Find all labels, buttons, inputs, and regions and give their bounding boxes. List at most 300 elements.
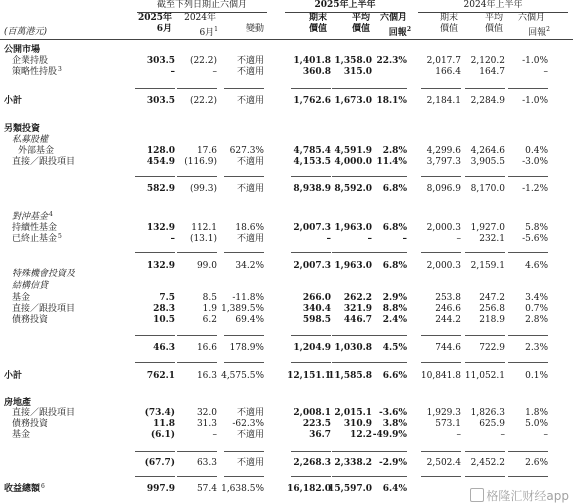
cell-col-4: 1,401.8 (293, 56, 331, 66)
cell-col-5: 1,358.0 (334, 56, 372, 66)
cell-col-1: 128.0 (146, 146, 175, 156)
cell-col-6: 2.4% (382, 315, 407, 325)
cell-col-1: 454.9 (146, 157, 175, 167)
row-label: 另類投資 (4, 124, 41, 134)
row-label: 直接／跟投項目 (12, 157, 76, 167)
subtotal-rule (291, 252, 331, 253)
app-logo-icon (470, 488, 484, 502)
subtotal-rule (367, 451, 407, 452)
cell-col-7: 573.1 (435, 419, 461, 429)
cell-col-7: 244.2 (435, 315, 461, 325)
cell-col-8: 3,905.5 (470, 157, 505, 167)
cell-col-8: 4,264.6 (470, 146, 505, 156)
subtotal-rule (508, 88, 548, 89)
cell-col-2: (116.9) (184, 157, 217, 167)
subtotal-rule (465, 88, 505, 89)
cell-col-6: 11.4% (376, 157, 407, 167)
unit-label: (百萬港元) (4, 27, 48, 37)
cell-col-7: 8,096.9 (426, 184, 461, 194)
cell-col-3: 69.4% (235, 315, 264, 325)
row-label: 小計 (4, 96, 23, 106)
cell-col-2: (22.2) (189, 56, 217, 66)
cell-col-5: – (367, 234, 372, 244)
cell-col-5: 310.9 (343, 419, 372, 429)
cell-col-8: 11,052.1 (464, 371, 505, 381)
table-row (0, 458, 573, 469)
cell-col-7: 246.6 (435, 304, 461, 314)
row-label: 特殊機會投資及 (12, 269, 76, 279)
cell-col-8: 2,284.9 (470, 96, 505, 106)
cell-col-9: 5.0% (525, 419, 548, 429)
subtotal-rule (332, 362, 372, 363)
cell-col-7: 4,299.6 (426, 146, 461, 156)
cell-col-1: (6.1) (150, 430, 175, 440)
cell-col-9: -5.6% (522, 234, 548, 244)
cell-col-6: 6.8% (382, 223, 407, 233)
cell-col-2: – (212, 430, 217, 440)
cell-col-5: 12.2 (350, 430, 372, 440)
cell-col-5: 2,338.2 (334, 458, 372, 468)
subtotal-rule (224, 176, 264, 177)
cell-col-5: 4,591.9 (334, 146, 372, 156)
cell-col-4: 2,007.3 (293, 261, 331, 271)
table-row (0, 212, 573, 223)
col-2025-end-value-l1: 期末 (308, 13, 327, 23)
table-row (0, 234, 573, 245)
subtotal-rule (465, 451, 505, 452)
subtotal-rule (135, 176, 175, 177)
cell-col-4: 12,151.1 (287, 371, 331, 381)
cell-col-1: 582.9 (146, 184, 175, 194)
cell-col-8: 256.8 (479, 304, 505, 314)
row-label: 對沖基金 (12, 212, 49, 222)
cell-col-5: 315.0 (343, 67, 372, 77)
subtotal-rule (332, 252, 372, 253)
cell-col-6: 2.8% (382, 146, 407, 156)
cell-col-2: 6.2 (202, 315, 217, 325)
cell-col-1: 132.9 (146, 223, 175, 233)
cell-col-9: 5.8% (525, 223, 548, 233)
subtotal-rule (465, 176, 505, 177)
cell-col-7: 2,184.1 (426, 96, 461, 106)
cell-col-6: 2.9% (382, 293, 407, 303)
footnote-mark: 2 (546, 26, 550, 33)
table-row (0, 67, 573, 78)
cell-col-6: -2.9% (379, 458, 407, 468)
cell-col-2: 17.6 (196, 146, 217, 156)
cell-col-9: -1.0% (522, 96, 548, 106)
cell-col-1: (73.4) (144, 408, 175, 418)
cell-col-1: 7.5 (159, 293, 175, 303)
cell-col-5: 321.9 (343, 304, 372, 314)
subtotal-rule (421, 252, 461, 253)
cell-col-6: 6.4% (382, 484, 407, 494)
h1-2024-group-label: 2024年上半年 (463, 0, 523, 10)
cell-col-1: 10.5 (153, 315, 175, 325)
subtotal-rule (465, 362, 505, 363)
row-label: 外部基金 (18, 146, 55, 156)
cell-col-1: 762.1 (146, 371, 175, 381)
subtotal-rule (367, 335, 407, 336)
table-row (0, 281, 573, 292)
cell-col-3: 178.9% (229, 343, 264, 353)
cell-col-9: 0.1% (525, 371, 548, 381)
col-2024-return-text: 回報 (528, 28, 547, 38)
cell-col-3: 不適用 (236, 157, 264, 167)
cell-col-7: 2,017.7 (426, 56, 461, 66)
cell-col-7: 166.4 (435, 67, 461, 77)
subtotal-rule (367, 362, 407, 363)
subtotal-rule (332, 176, 372, 177)
cell-col-5: 15,597.0 (328, 484, 372, 494)
subtotal-rule (421, 476, 461, 477)
cell-col-5: 8,592.0 (334, 184, 372, 194)
subtotal-rule (332, 88, 372, 89)
watermark-text: 格隆汇财经app (486, 489, 569, 503)
subtotal-rule (224, 335, 264, 336)
cell-col-4: 2,268.3 (293, 458, 331, 468)
subtotal-rule (508, 362, 548, 363)
cell-col-6: 22.3% (376, 56, 407, 66)
cell-col-6: – (402, 234, 407, 244)
cell-col-7: – (456, 430, 461, 440)
cell-col-5: 11,585.8 (328, 371, 372, 381)
cell-col-9: 0.4% (525, 146, 548, 156)
table-row (0, 135, 573, 146)
cell-col-2: (13.1) (189, 234, 217, 244)
cell-col-1: 28.3 (153, 304, 175, 314)
cell-col-3: 不適用 (236, 67, 264, 77)
cell-col-7: 1,929.3 (426, 408, 461, 418)
row-label: 基金 (12, 430, 31, 440)
cell-col-9: -1.0% (522, 56, 548, 66)
col-2024-return-l1: 六個月 (517, 13, 545, 23)
cell-col-2: 1.9 (202, 304, 217, 314)
cell-col-7: 2,000.3 (426, 223, 461, 233)
table-row (0, 184, 573, 195)
subtotal-rule (508, 451, 548, 452)
cell-col-2: 112.1 (191, 223, 217, 233)
table-row (0, 269, 573, 280)
col-2025-jun-year: 2025年 (137, 13, 172, 23)
cell-col-8: 2,120.2 (470, 56, 505, 66)
table-row (0, 419, 573, 430)
row-label: 公開市場 (4, 45, 41, 55)
footnote-mark: 1 (214, 26, 218, 33)
cell-col-1: (67.7) (144, 458, 175, 468)
subtotal-rule (465, 335, 505, 336)
cell-col-2: (22.2) (189, 96, 217, 106)
row-label: 小計 (4, 371, 23, 381)
cell-col-4: 340.4 (302, 304, 331, 314)
cell-col-8: 218.9 (479, 315, 505, 325)
subtotal-rule (508, 176, 548, 177)
cell-col-6: 6.6% (382, 371, 407, 381)
cell-col-5: 1,963.0 (334, 261, 372, 271)
cell-col-6: -49.9% (372, 430, 407, 440)
footnote-mark: 3 (58, 66, 62, 73)
cell-col-3: 不適用 (236, 430, 264, 440)
col-2024-end-value-l1: 期末 (439, 13, 458, 23)
table-row (0, 293, 573, 304)
cell-col-3: 不適用 (236, 96, 264, 106)
cell-col-7: 744.6 (435, 343, 461, 353)
period-group-label: 截至下列日期止六個月 (156, 0, 247, 10)
cell-col-6: 8.8% (382, 304, 407, 314)
cell-col-4: 2,008.1 (293, 408, 331, 418)
cell-col-9: 2.8% (525, 315, 548, 325)
table-row (0, 157, 573, 168)
subtotal-rule (508, 476, 548, 477)
cell-col-8: 625.9 (479, 419, 505, 429)
cell-col-4: 1,204.9 (293, 343, 331, 353)
cell-col-9: 0.7% (525, 304, 548, 314)
subtotal-rule (291, 451, 331, 452)
cell-col-5: 1,963.0 (334, 223, 372, 233)
cell-col-7: 3,797.3 (426, 157, 461, 167)
subtotal-rule (224, 362, 264, 363)
cell-col-9: -3.0% (522, 157, 548, 167)
cell-col-8: 8,170.0 (470, 184, 505, 194)
cell-col-4: 36.7 (309, 430, 331, 440)
subtotal-rule (291, 335, 331, 336)
cell-col-4: 360.8 (302, 67, 331, 77)
subtotal-rule (291, 476, 331, 477)
cell-col-8: – (500, 430, 505, 440)
cell-col-7: 2,000.3 (426, 261, 461, 271)
subtotal-rule (135, 451, 175, 452)
subtotal-rule (135, 476, 175, 477)
subtotal-rule (135, 362, 175, 363)
cell-col-5: 1,673.0 (334, 96, 372, 106)
cell-col-9: – (543, 67, 548, 77)
cell-col-5: 1,030.8 (334, 343, 372, 353)
subtotal-rule (224, 88, 264, 89)
cell-col-1: 46.3 (153, 343, 175, 353)
cell-col-1: – (170, 67, 175, 77)
row-label: 債務投資 (12, 315, 49, 325)
cell-col-9: 2.3% (525, 343, 548, 353)
row-label: 債務投資 (12, 419, 49, 429)
cell-col-7: 2,502.4 (426, 458, 461, 468)
subtotal-rule (291, 176, 331, 177)
subtotal-rule (135, 88, 175, 89)
row-label: 收益總額 (4, 484, 41, 494)
cell-col-7: 10,841.8 (420, 371, 461, 381)
row-label: 基金 (12, 293, 31, 303)
table-row (0, 223, 573, 234)
cell-col-1: – (170, 234, 175, 244)
subtotal-rule (224, 476, 264, 477)
footnote-mark: 5 (58, 233, 62, 240)
col-2025-avg-value-l2: 價值 (351, 24, 370, 34)
cell-col-1: 132.9 (146, 261, 175, 271)
cell-col-3: 18.6% (235, 223, 264, 233)
subtotal-rule (465, 476, 505, 477)
cell-col-5: 4,000.0 (334, 157, 372, 167)
cell-col-6: 6.8% (382, 184, 407, 194)
cell-col-9: 2.6% (525, 458, 548, 468)
subtotal-rule (177, 176, 217, 177)
cell-col-4: 1,762.6 (293, 96, 331, 106)
cell-col-9: 1.8% (525, 408, 548, 418)
cell-col-8: 2,159.1 (470, 261, 505, 271)
row-label: 直接／跟投項目 (12, 408, 76, 418)
table-row (0, 96, 573, 107)
cell-col-9: -1.2% (522, 184, 548, 194)
table-row (0, 371, 573, 382)
col-2025-jun-month: 6月 (156, 24, 172, 34)
row-label: 直接／跟投項目 (12, 304, 76, 314)
cell-col-4: – (326, 234, 331, 244)
row-label: 持續性基金 (12, 223, 58, 233)
subtotal-rule (508, 252, 548, 253)
cell-col-3: 4,575.5% (221, 371, 264, 381)
cell-col-2: 32.0 (196, 408, 217, 418)
footnote-mark: 4 (49, 211, 53, 218)
col-2024-avg-value-l1: 平均 (484, 13, 503, 23)
cell-col-8: 232.1 (479, 234, 505, 244)
col-change: 變動 (245, 24, 264, 34)
cell-col-6: 18.1% (376, 96, 407, 106)
subtotal-rule (224, 252, 264, 253)
table-row (0, 304, 573, 315)
subtotal-rule (332, 451, 372, 452)
subtotal-rule (465, 252, 505, 253)
row-label: 結構信貸 (12, 281, 49, 291)
col-2025-return-text: 回報 (388, 28, 407, 38)
cell-col-3: 1,389.5% (221, 304, 264, 314)
row-label: 企業持股 (12, 56, 49, 66)
subtotal-rule (367, 476, 407, 477)
subtotal-rule (177, 476, 217, 477)
cell-col-2: 16.3 (196, 371, 217, 381)
cell-col-3: 1,638.5% (221, 484, 264, 494)
subtotal-rule (421, 88, 461, 89)
cell-col-6: -3.6% (379, 408, 407, 418)
cell-col-4: 8,938.9 (293, 184, 331, 194)
footnote-mark: 2 (406, 26, 411, 33)
cell-col-2: (99.3) (189, 184, 217, 194)
table-row (0, 343, 573, 354)
cell-col-8: 247.2 (479, 293, 505, 303)
cell-col-7: 253.8 (435, 293, 461, 303)
subtotal-rule (291, 362, 331, 363)
subtotal-rule (367, 252, 407, 253)
row-label: 已終止基金 (12, 234, 58, 244)
cell-col-6: 6.8% (382, 261, 407, 271)
cell-col-2: – (212, 67, 217, 77)
cell-col-1: 303.5 (146, 56, 175, 66)
cell-col-4: 2,007.3 (293, 223, 331, 233)
cell-col-8: 1,927.0 (470, 223, 505, 233)
cell-col-9: 4.6% (525, 261, 548, 271)
cell-col-2: 99.0 (196, 261, 217, 271)
cell-col-1: 11.8 (153, 419, 175, 429)
subtotal-rule (367, 88, 407, 89)
cell-col-6: 3.8% (382, 419, 407, 429)
col-2024-jun-month-text: 6月 (199, 28, 215, 38)
table-row (0, 408, 573, 419)
subtotal-rule (508, 335, 548, 336)
cell-col-1: 303.5 (146, 96, 175, 106)
cell-col-4: 266.0 (302, 293, 331, 303)
cell-col-9: 3.4% (525, 293, 548, 303)
cell-col-2: 57.4 (196, 484, 217, 494)
subtotal-rule (177, 451, 217, 452)
cell-col-3: 不適用 (236, 408, 264, 418)
cell-col-3: 不適用 (236, 184, 264, 194)
subtotal-rule (177, 335, 217, 336)
cell-col-5: 2,015.1 (334, 408, 372, 418)
cell-col-3: 不適用 (236, 56, 264, 66)
cell-col-5: 446.7 (343, 315, 372, 325)
cell-col-8: 2,452.2 (470, 458, 505, 468)
subtotal-rule (177, 88, 217, 89)
cell-col-9: – (543, 430, 548, 440)
cell-col-2: 16.6 (196, 343, 217, 353)
col-2024-end-value-l2: 價值 (439, 24, 458, 34)
table-row (0, 146, 573, 157)
col-2024-jun-year: 2024年 (184, 13, 216, 23)
subtotal-rule (224, 451, 264, 452)
subtotal-rule (291, 88, 331, 89)
cell-col-1: 997.9 (146, 484, 175, 494)
subtotal-rule (177, 252, 217, 253)
table-row (0, 315, 573, 326)
subtotal-rule (421, 176, 461, 177)
cell-col-3: 不適用 (236, 458, 264, 468)
cell-col-2: 8.5 (202, 293, 217, 303)
cell-col-4: 16,182.0 (287, 484, 331, 494)
cell-col-4: 598.5 (302, 315, 331, 325)
cell-col-3: -62.3% (232, 419, 264, 429)
table-row (0, 56, 573, 67)
footnote-mark: 6 (41, 483, 45, 490)
row-label: 房地產 (4, 398, 32, 408)
cell-col-8: 164.7 (479, 67, 505, 77)
cell-col-4: 4,785.4 (293, 146, 331, 156)
cell-col-3: 34.2% (235, 261, 264, 271)
cell-col-8: 722.9 (479, 343, 505, 353)
col-2025-return-l1: 六個月 (379, 13, 407, 23)
subtotal-rule (332, 476, 372, 477)
table-row (0, 430, 573, 441)
col-2025-avg-value-l1: 平均 (351, 13, 370, 23)
cell-col-6: 4.5% (382, 343, 407, 353)
row-label: 私募股權 (12, 135, 49, 145)
cell-col-3: 不適用 (236, 234, 264, 244)
row-label: 策略性持股 (12, 67, 58, 77)
table-row (0, 45, 573, 56)
subtotal-rule (421, 451, 461, 452)
subtotal-rule (421, 362, 461, 363)
cell-col-3: -11.8% (232, 293, 264, 303)
subtotal-rule (332, 335, 372, 336)
cell-col-4: 223.5 (302, 419, 331, 429)
cell-col-8: 1,826.3 (470, 408, 505, 418)
cell-col-2: 31.3 (196, 419, 217, 429)
subtotal-rule (177, 362, 217, 363)
cell-col-7: – (456, 234, 461, 244)
table-row (0, 124, 573, 135)
watermark (470, 488, 569, 502)
cell-col-5: 262.2 (343, 293, 372, 303)
subtotal-rule (135, 252, 175, 253)
subtotal-rule (421, 335, 461, 336)
cell-col-4: 4,153.5 (293, 157, 331, 167)
subtotal-rule (135, 335, 175, 336)
